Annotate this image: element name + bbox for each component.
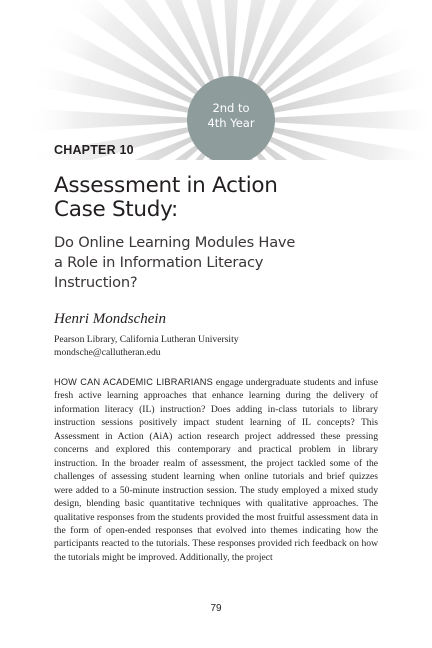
chapter-title bbox=[54, 174, 394, 222]
year-badge-line1: 2nd to bbox=[212, 101, 250, 115]
body-text: engage undergraduate students and infuse fresh active learning approaches that enhance learning during the delivery of information literacy (IL) instruction? Does adding in-class tutorials to library instruction sessions positively impact student learning of IL concepts? This Assessment in Action (AiA) action research project addressed these pressing concerns and explored this contemporary and practical problem in library instruction. In the broader realm of assessment, the project tackled some of the challenges of assessing student learning when online tutorials and brief quizzes were added to a 50-minute instruction session. The study employed a mixed study design, blending basic quantitative techniques with qualitative approaches. The qualitative responses from the students provided the most fruitful assessment data in the form of open-ended responses that evolved into themes indicating how the participants reacted to the tutorials. These responses provided rich feedback on how the tutorials might be improved. Additionally, the project bbox=[54, 377, 378, 563]
body-paragraph bbox=[54, 376, 378, 564]
subtitle-line2: a Role in Information Literacy bbox=[54, 254, 264, 271]
subtitle-line1: Do Online Learning Modules Have bbox=[54, 234, 296, 251]
sunburst-header-graphic bbox=[0, 0, 432, 160]
chapter-label: CHAPTER 10 bbox=[54, 143, 134, 157]
chapter-subtitle bbox=[54, 233, 394, 293]
year-badge-line2: 4th Year bbox=[207, 116, 255, 130]
subtitle-line3: Instruction? bbox=[54, 274, 138, 291]
author-name: Henri Mondschein bbox=[54, 311, 167, 327]
page-number: 79 bbox=[210, 603, 222, 614]
chapter-title-line1: Assessment in Action bbox=[54, 173, 278, 198]
author-affiliation: Pearson Library, California Lutheran University bbox=[54, 334, 239, 345]
body-lead-in: HOW CAN ACADEMIC LIBRARIANS bbox=[54, 377, 213, 387]
author-email: mondsche@callutheran.edu bbox=[54, 347, 161, 358]
chapter-title-line2: Case Study: bbox=[54, 197, 178, 222]
